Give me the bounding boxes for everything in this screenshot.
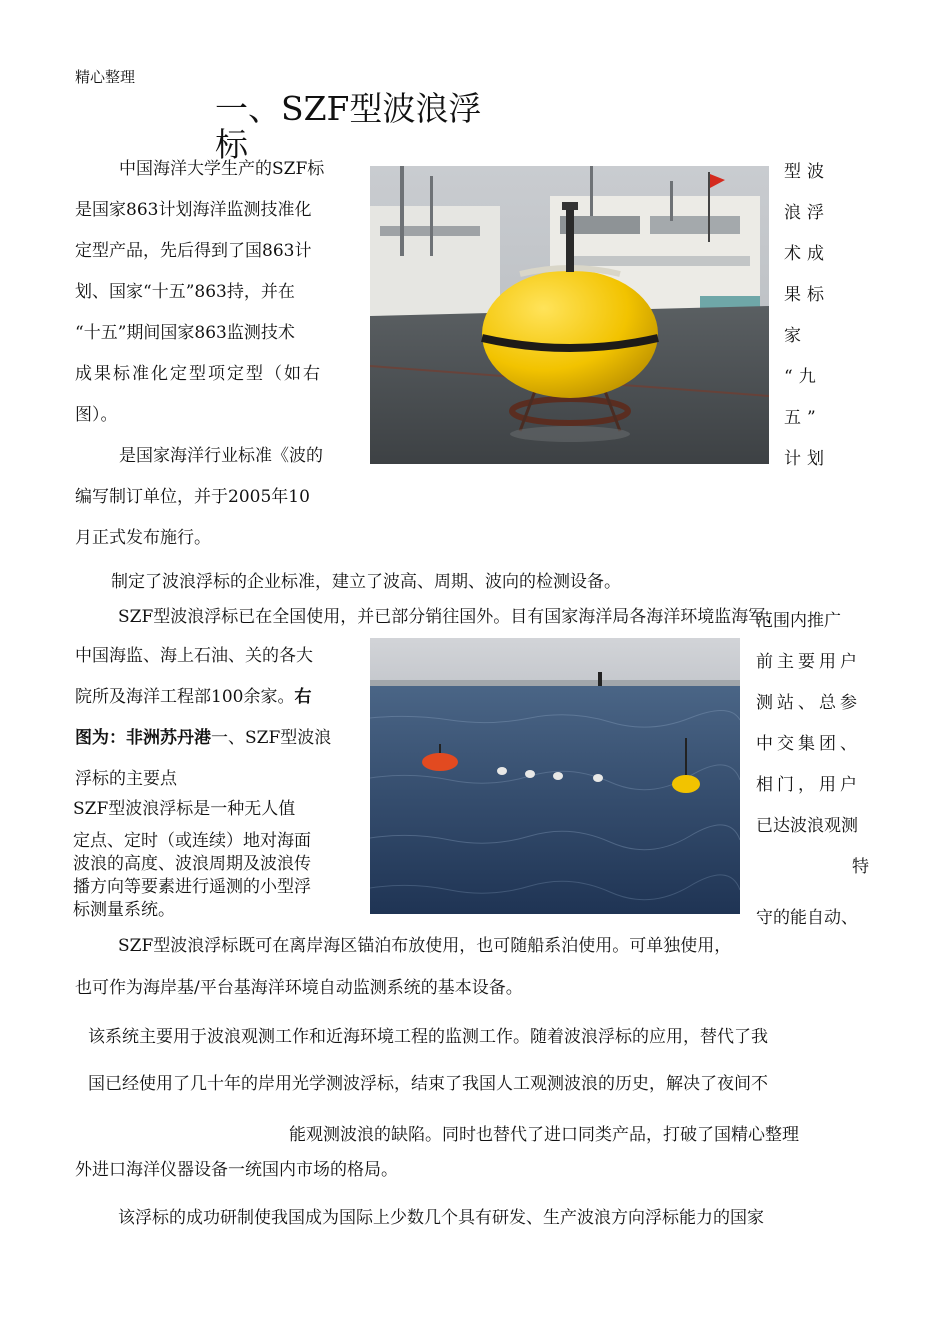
block2-right-text (756, 601, 873, 939)
text-line: 月正式发布施行。 (75, 528, 211, 548)
buoy-on-deck-image (370, 166, 769, 464)
text-line: 定型产品，先后得到了国863计 (75, 241, 312, 261)
text-line: 图）。 (75, 405, 118, 425)
text-fragment: 一、SZF型波浪 (211, 728, 332, 748)
text-line: 相门，用户 (756, 775, 861, 795)
text-line: “九 (784, 367, 822, 387)
text-fragment: 能观测波浪的缺陷。同时也替代了进口同类产品，打破了国 (289, 1125, 731, 1145)
paragraph-2a: 该系统主要用于波浪观测工作和近海环境工程的监测工作。随着波浪浮标的应用，替代了我 (88, 1027, 768, 1047)
text-line: 波浪的高度、波浪周期及波浪传 (73, 854, 311, 874)
footer-label: 精心整理 (731, 1125, 799, 1145)
text-line: 是国家863计划海洋监测技准化 (75, 200, 312, 220)
text-line: 播方向等要素进行遥测的小型浮 (73, 877, 311, 897)
paragraph-3: 该浮标的成功研制使我国成为国际上少数几个具有研发、生产波浪方向浮标能力的国家 (118, 1208, 764, 1228)
text-line: 标测量系统。 (73, 900, 175, 920)
block1-left-text (75, 149, 324, 559)
bold-text: 右 (294, 687, 312, 707)
text-line: “十五”期间国家863监测技术 (75, 323, 295, 343)
text-line: 果标 (784, 285, 830, 305)
text-line: 特 (852, 857, 873, 877)
text-line: 中国海洋大学生产的SZF标 (119, 159, 325, 179)
page-header: 精心整理 (75, 68, 136, 86)
standards-line: 制定了波浪浮标的企业标准，建立了波高、周期、波向的检测设备。 (111, 572, 621, 592)
block2-left-text (75, 636, 331, 800)
paragraph-2b: 国已经使用了几十年的岸用光学测波浮标，结束了我国人工观测波浪的历史，解决了夜间不 (88, 1074, 768, 1094)
text-line (75, 718, 331, 759)
usage-line: SZF型波浪浮标已在全国使用，并已部分销往国外。目有国家海洋局各海洋环境监海军、 (118, 607, 783, 627)
text-line: 中交集团、 (756, 734, 861, 754)
text-line: 中国海监、海上石油、关的各大 (75, 646, 313, 666)
text-line: 浮标的主要点 (75, 769, 177, 789)
text-fragment: 已达 (756, 816, 790, 836)
block2-intro (73, 796, 311, 922)
text-line: SZF型波浪浮标是一种无人值 (73, 799, 296, 819)
text-line: 浪浮 (784, 203, 830, 223)
text-line: 范围内推广 (756, 611, 841, 631)
text-fragment-sans: 波浪观测 (790, 816, 858, 836)
bold-text: 图为： (75, 728, 126, 748)
text-line: 是国家海洋行业标准《波的 (119, 446, 323, 466)
buoys-at-sea-photo (370, 638, 740, 914)
text-line: 成果标准化定型项定型（如右 (75, 364, 322, 384)
buoys-at-sea-image (370, 638, 740, 914)
text-line (75, 677, 331, 718)
text-line: 定点、定时（或连续）地对海面 (73, 831, 311, 851)
section-title-line1: 一、SZF型波浪浮 (215, 89, 482, 128)
text-line (756, 806, 873, 847)
text-line: 划、国家“十五”863持，并在 (75, 282, 295, 302)
text-line: 守的能自动、 (756, 908, 858, 928)
text-line: 五” (784, 408, 822, 428)
paragraph-1a: SZF型波浪浮标既可在离岸海区锚泊布放使用，也可随船系泊使用。可单独使用， (118, 936, 732, 956)
text-line: 测站、总参 (756, 693, 861, 713)
text-line: 编写制订单位，并于2005年10 (75, 487, 310, 507)
block1-right-text (784, 152, 830, 480)
text-line: 前主要用户 (756, 652, 861, 672)
section-title-line2: 标 (215, 125, 248, 164)
text-line: 家 (784, 326, 807, 346)
caption-location: 非洲苏丹港 (126, 728, 211, 748)
text-line: 术成 (784, 244, 830, 264)
paragraph-1b: 也可作为海岸基/平台基海洋环境自动监测系统的基本设备。 (75, 978, 523, 998)
text-line: 计划 (784, 449, 830, 469)
text-line: 型波 (784, 162, 830, 182)
text-fragment: 院所及海洋工程部100余家。 (75, 687, 295, 707)
paragraph-2d: 外进口海洋仪器设备一统国内市场的格局。 (75, 1160, 398, 1180)
buoy-on-deck-photo (370, 166, 769, 464)
